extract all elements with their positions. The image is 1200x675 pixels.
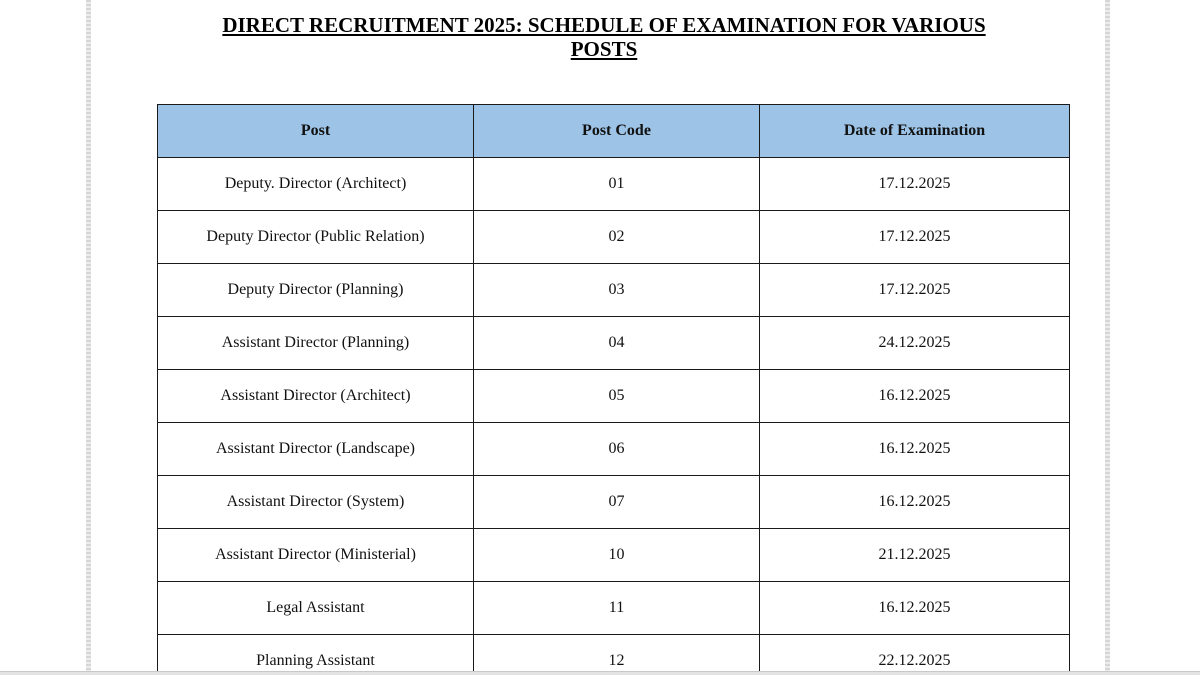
cell-post-code: 02	[474, 211, 760, 264]
table-row	[158, 582, 1070, 635]
cell-post-code: 04	[474, 317, 760, 370]
cell-exam-date: 17.12.2025	[760, 158, 1070, 211]
column-header-date: Date of Examination	[760, 105, 1070, 158]
table-row	[158, 529, 1070, 582]
cell-post-code: 07	[474, 476, 760, 529]
cell-post-code: 03	[474, 264, 760, 317]
column-header-post-code: Post Code	[474, 105, 760, 158]
cell-post: Assistant Director (System)	[158, 476, 474, 529]
cell-post-code: 05	[474, 370, 760, 423]
cell-exam-date: 16.12.2025	[760, 476, 1070, 529]
cell-exam-date: 16.12.2025	[760, 370, 1070, 423]
cell-post-code: 11	[474, 582, 760, 635]
table-row	[158, 317, 1070, 370]
cell-post: Deputy. Director (Architect)	[158, 158, 474, 211]
cell-post-code: 01	[474, 158, 760, 211]
table-row	[158, 158, 1070, 211]
table-row	[158, 264, 1070, 317]
cell-post: Deputy Director (Planning)	[158, 264, 474, 317]
table-row	[158, 476, 1070, 529]
cell-post-code: 12	[474, 635, 760, 672]
cell-post-code: 10	[474, 529, 760, 582]
cell-post-code: 06	[474, 423, 760, 476]
cell-exam-date: 17.12.2025	[760, 211, 1070, 264]
horizontal-scrollbar[interactable]	[0, 671, 1200, 675]
cell-exam-date: 21.12.2025	[760, 529, 1070, 582]
table-row	[158, 423, 1070, 476]
table-header-row	[158, 105, 1070, 158]
cell-exam-date: 24.12.2025	[760, 317, 1070, 370]
examination-schedule-table	[157, 104, 1070, 671]
cell-post: Assistant Director (Architect)	[158, 370, 474, 423]
table-row	[158, 370, 1070, 423]
document-title: DIRECT RECRUITMENT 2025: SCHEDULE OF EXAMINATION FOR VARIOUS POSTS	[222, 13, 986, 61]
cell-exam-date: 16.12.2025	[760, 582, 1070, 635]
cell-exam-date: 16.12.2025	[760, 423, 1070, 476]
page-edge-right	[1105, 0, 1110, 672]
cell-post: Deputy Director (Public Relation)	[158, 211, 474, 264]
cell-post: Assistant Director (Planning)	[158, 317, 474, 370]
document-page[interactable]	[91, 0, 1105, 671]
cell-exam-date: 17.12.2025	[760, 264, 1070, 317]
column-header-post: Post	[158, 105, 474, 158]
cell-exam-date: 22.12.2025	[760, 635, 1070, 672]
cell-post: Legal Assistant	[158, 582, 474, 635]
cell-post: Planning Assistant	[158, 635, 474, 672]
table-row	[158, 211, 1070, 264]
cell-post: Assistant Director (Landscape)	[158, 423, 474, 476]
table-row	[158, 635, 1070, 672]
cell-post: Assistant Director (Ministerial)	[158, 529, 474, 582]
